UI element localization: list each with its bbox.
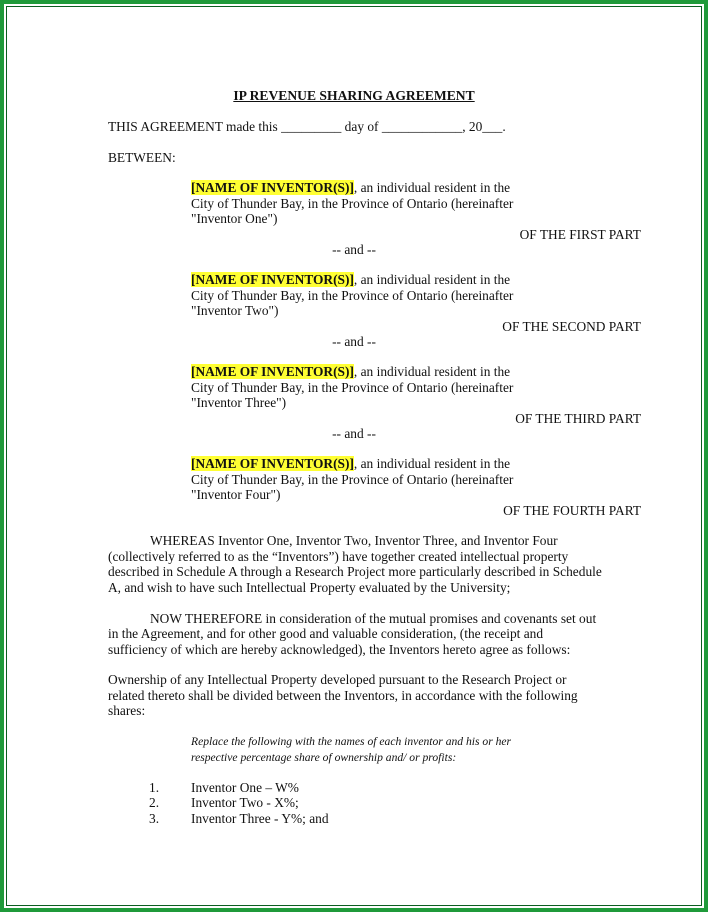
party-3-part-label: OF THE THIRD PART <box>515 411 641 426</box>
share-3-number: 3. <box>149 811 160 826</box>
ownership-line-3: shares: <box>108 703 146 718</box>
and-separator-3: -- and -- <box>332 426 376 441</box>
now-therefore-line-2: in the Agreement, and for other good and valuable consideration, (the receipt and <box>108 626 544 641</box>
party-4-desc: , an individual resident in the <box>353 456 511 471</box>
share-3-text: Inventor Three - Y%; and <box>191 811 329 826</box>
share-1-text: Inventor One – W% <box>191 780 299 795</box>
ownership-line-1: Ownership of any Intellectual Property developed pursuant to the Research Project or <box>108 672 567 687</box>
agreement-date-line: THIS AGREEMENT made this _________ day of ____________, 20___. <box>108 119 506 134</box>
party-1-desc: , an individual resident in the <box>353 180 511 195</box>
share-2-number: 2. <box>149 795 160 810</box>
whereas-line-4: A, and wish to have such Intellectual Property evaluated by the University; <box>108 580 511 595</box>
party-4-part-label: OF THE FOURTH PART <box>503 503 641 518</box>
whereas-line-1: WHEREAS Inventor One, Inventor Two, Inventor Three, and Inventor Four <box>150 533 558 548</box>
share-1-number: 1. <box>149 780 160 795</box>
party-1-name-highlight: [NAME OF INVENTOR(S)] <box>191 180 354 195</box>
party-3-line-3: "Inventor Three") <box>191 395 287 410</box>
ownership-line-2: related thereto shall be divided between the Inventors, in accordance with the following <box>108 688 578 703</box>
party-3-line-1 <box>191 364 510 380</box>
party-4-line-1 <box>191 456 510 472</box>
party-4-name-highlight: [NAME OF INVENTOR(S)] <box>191 456 354 471</box>
party-1-line-2: City of Thunder Bay, in the Province of Ontario (hereinafter <box>191 196 514 211</box>
whereas-line-3: described in Schedule A through a Research Project more particularly described in Schedule <box>108 564 602 579</box>
party-4-line-3: "Inventor Four") <box>191 487 281 502</box>
now-therefore-line-1: NOW THEREFORE in consideration of the mutual promises and covenants set out <box>150 611 597 626</box>
between-label: BETWEEN: <box>108 150 176 165</box>
party-2-part-label: OF THE SECOND PART <box>502 319 641 334</box>
and-separator-1: -- and -- <box>332 242 376 257</box>
party-3-line-2: City of Thunder Bay, in the Province of Ontario (hereinafter <box>191 380 514 395</box>
party-1-line-1 <box>191 180 510 196</box>
share-2-text: Inventor Two - X%; <box>191 795 299 810</box>
instruction-line-1: Replace the following with the names of each inventor and his or her <box>191 735 512 748</box>
party-3-desc: , an individual resident in the <box>353 364 511 379</box>
party-2-desc: , an individual resident in the <box>353 272 511 287</box>
party-1-part-label: OF THE FIRST PART <box>519 227 641 242</box>
instruction-line-2: respective percentage share of ownership and/ or profits: <box>191 751 457 764</box>
party-1-line-3: "Inventor One") <box>191 211 278 226</box>
document-title: IP REVENUE SHARING AGREEMENT <box>233 88 475 103</box>
and-separator-2: -- and -- <box>332 334 376 349</box>
party-4-line-2: City of Thunder Bay, in the Province of Ontario (hereinafter <box>191 472 514 487</box>
party-3-name-highlight: [NAME OF INVENTOR(S)] <box>191 364 354 379</box>
now-therefore-line-3: sufficiency of which are hereby acknowledged), the Inventors hereto agree as follows: <box>108 642 571 657</box>
party-2-name-highlight: [NAME OF INVENTOR(S)] <box>191 272 354 287</box>
whereas-line-2: (collectively referred to as the “Inventors”) have together created intellectual property <box>108 549 569 564</box>
party-2-line-1 <box>191 272 510 288</box>
party-2-line-2: City of Thunder Bay, in the Province of Ontario (hereinafter <box>191 288 514 303</box>
party-2-line-3: "Inventor Two") <box>191 303 279 318</box>
